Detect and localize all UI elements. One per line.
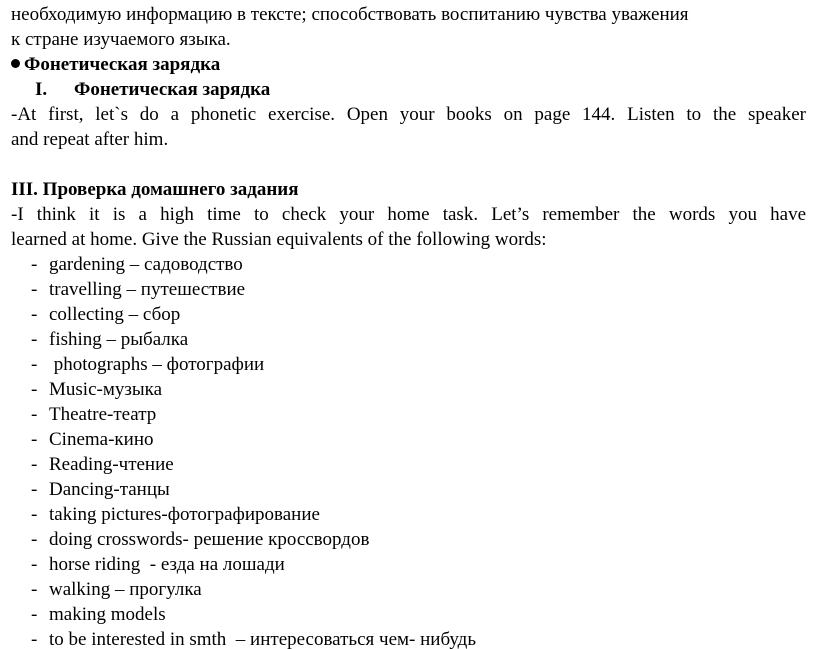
list-item <box>31 627 476 649</box>
list-item-text: Reading-чтение <box>49 454 174 475</box>
list-item-text: Cinema-кино <box>49 429 154 450</box>
bullet-heading <box>11 52 220 77</box>
list-dash: - <box>31 554 38 575</box>
list-item <box>31 477 170 502</box>
section-1-number: I. <box>35 79 48 100</box>
list-item-text: travelling – путешествие <box>49 279 246 300</box>
list-item <box>31 327 188 352</box>
list-dash: - <box>31 379 38 400</box>
list-item <box>31 377 162 402</box>
list-item <box>31 252 243 277</box>
list-item <box>31 352 264 377</box>
section-1-text-line-1: -At first, let`s do a phonetic exercise. Open your books on page 144. Listen to the speaker <box>11 104 806 125</box>
list-dash: - <box>31 504 38 525</box>
list-item-text: photographs – фотографии <box>49 354 265 375</box>
list-item <box>31 277 245 302</box>
list-item-text: to be interested in smth – интересоваться чем- нибудь <box>49 629 477 649</box>
list-item-text: Dancing-танцы <box>49 479 170 500</box>
list-dash: - <box>31 329 38 350</box>
section-3-text-line-2: learned at home. Give the Russian equivalents of the following words: <box>11 229 547 250</box>
section-1-title: Фонетическая зарядка <box>74 79 271 100</box>
list-item-text: horse riding - езда на лошади <box>49 554 285 575</box>
list-dash: - <box>31 354 38 375</box>
list-dash: - <box>31 279 38 300</box>
section-1-text-line-2: and repeat after him. <box>11 129 169 150</box>
list-dash: - <box>31 454 38 475</box>
intro-line-2: к стране изучаемого языка. <box>11 29 231 50</box>
list-item <box>31 302 180 327</box>
list-item-text: doing crosswords- решение кроссвордов <box>49 529 370 550</box>
list-item <box>31 552 285 577</box>
list-item-text: gardening – садоводство <box>49 254 243 275</box>
list-dash: - <box>31 529 38 550</box>
bullet-heading-text: Фонетическая зарядка <box>24 54 221 75</box>
intro-line-1: необходимую информацию в тексте; способствовать воспитанию чувства уважения <box>11 4 689 25</box>
list-item <box>31 602 166 627</box>
list-item-text: Theatre-театр <box>49 404 157 425</box>
bullet-icon <box>11 59 20 68</box>
list-item <box>31 452 174 477</box>
list-dash: - <box>31 629 38 649</box>
list-dash: - <box>31 429 38 450</box>
list-dash: - <box>31 479 38 500</box>
list-item-text: making models <box>49 604 166 625</box>
list-item <box>31 577 202 602</box>
section-3-text-line-1: -I think it is a high time to check your home task. Let’s remember the words you have <box>11 204 806 225</box>
list-item <box>31 402 156 427</box>
list-dash: - <box>31 304 38 325</box>
section-3-heading: III. Проверка домашнего задания <box>11 179 299 200</box>
list-item <box>31 527 369 552</box>
list-item <box>31 502 320 527</box>
list-item-text: collecting – сбор <box>49 304 181 325</box>
list-dash: - <box>31 579 38 600</box>
section-1-heading <box>35 77 270 102</box>
list-dash: - <box>31 254 38 275</box>
list-item-text: walking – прогулка <box>49 579 202 600</box>
list-item <box>31 427 154 452</box>
list-item-text: Music-музыка <box>49 379 162 400</box>
list-item-text: fishing – рыбалка <box>49 329 189 350</box>
list-item-text: taking pictures-фотографирование <box>49 504 320 525</box>
list-dash: - <box>31 604 38 625</box>
list-dash: - <box>31 404 38 425</box>
